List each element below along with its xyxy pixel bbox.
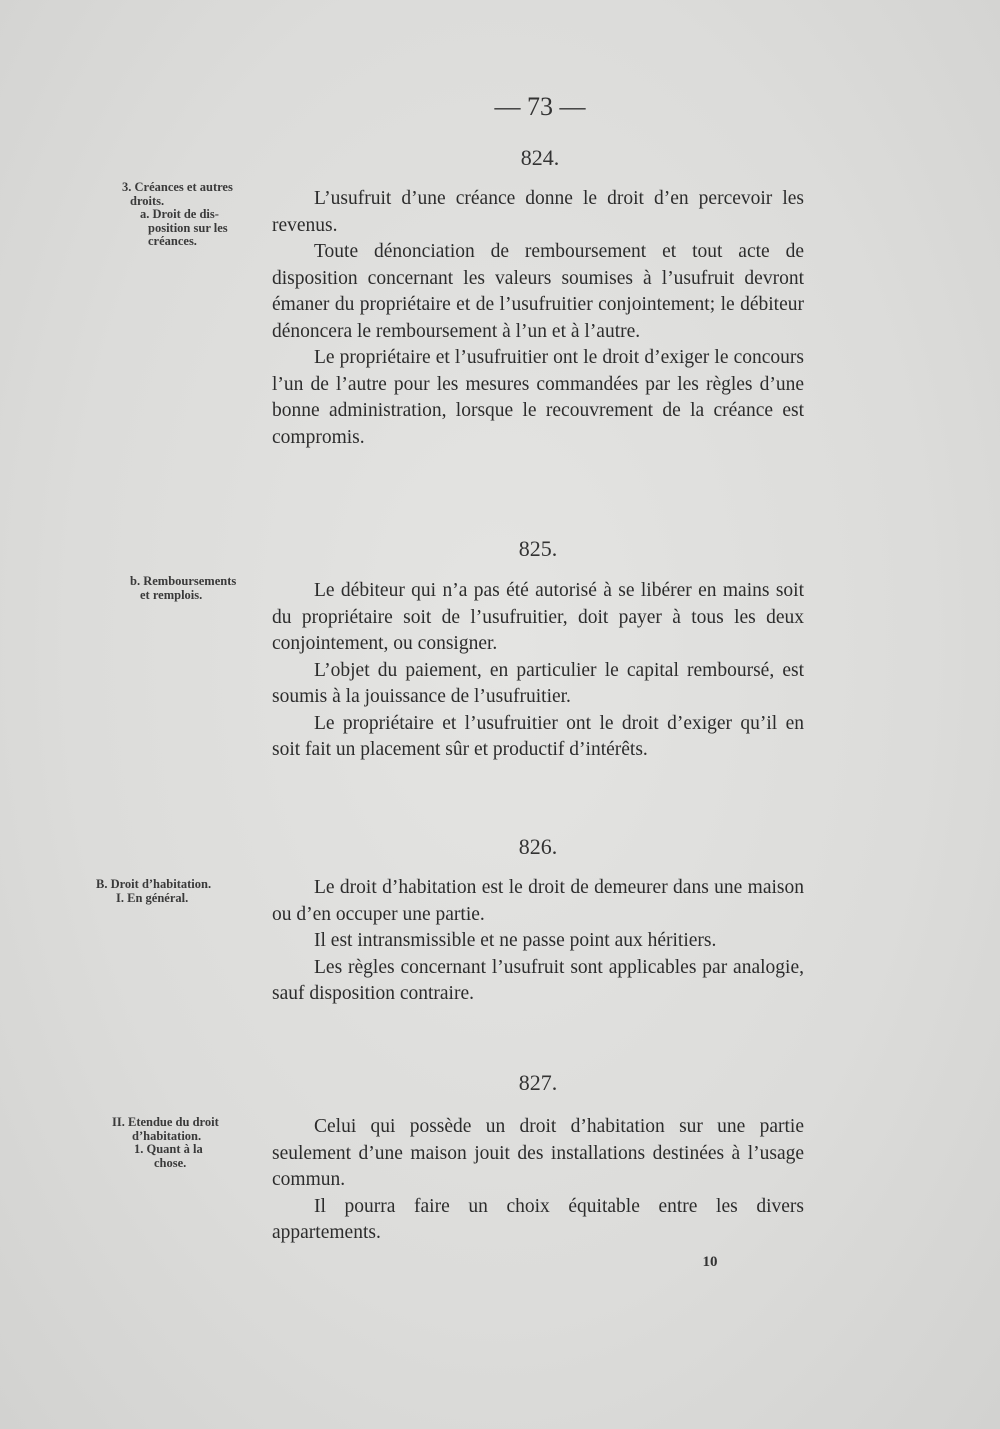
margin-note-line: créances. — [148, 234, 197, 248]
paragraph: Le droit d’habitation est le droit de demeurer dans une maison ou d’en occuper une partie. — [272, 877, 804, 925]
margin-note-line: et remplois. — [140, 587, 203, 602]
paragraph: Il pourra faire un choix équitable entre les divers appartements. — [272, 1195, 804, 1243]
margin-note-line: b. Remboursements — [130, 574, 237, 588]
article-number-824: 824. — [520, 145, 560, 170]
printer-signature: 10 — [702, 1254, 718, 1270]
paragraph: Le propriétaire et l’usufruitier ont le droit d’exiger qu’il en soit fait un placement sûr et productif d’intérêts. — [272, 712, 804, 760]
margin-note-line: chose. — [154, 1155, 187, 1170]
article-text-825 — [272, 578, 804, 764]
paragraph: Il est intransmissible et ne passe point aux héritiers. — [314, 930, 717, 951]
article-text-827 — [272, 1114, 804, 1247]
paragraph: Les règles concernant l’usufruit sont applicables par analogie, sauf disposition contraire. — [272, 956, 804, 1004]
page-number: — 73 — — [494, 92, 586, 121]
paragraph: Celui qui possède un droit d’habitation sur une partie seulement d’une maison jouit des installations destinées à l’usage commun. — [272, 1116, 804, 1190]
paragraph: L’usufruit d’une créance donne le droit d’en percevoir les revenus. — [272, 188, 804, 236]
margin-note-824 — [122, 181, 233, 249]
margin-note-line: B. Droit d’habitation. — [96, 877, 212, 891]
margin-note-825 — [122, 575, 236, 602]
article-number-825: 825. — [518, 536, 558, 561]
paragraph: Toute dénonciation de remboursement et tout acte de disposition concernant les valeurs soumises à l’usufruit devront émaner du propriétaire et de l’usufruitier conjointement; le débiteur dénoncera le remboursement à l’un et à l’autre. — [272, 241, 804, 342]
article-text-826 — [272, 875, 804, 1008]
margin-note-line: I. En général. — [116, 890, 189, 905]
margin-note-826 — [96, 878, 211, 905]
margin-note-827 — [112, 1116, 219, 1170]
margin-note-line: position sur les — [148, 220, 228, 235]
paragraph: Le débiteur qui n’a pas été autorisé à se libérer en mains soit du propriétaire soit de l’usufruitier, doit payer à tous les deux conjointement, ou consigner. — [272, 580, 804, 654]
article-number-826: 826. — [518, 834, 558, 859]
margin-note-line: 1. Quant à la — [134, 1142, 203, 1156]
article-number-827: 827. — [518, 1070, 558, 1095]
margin-note-line: droits. — [130, 193, 165, 208]
margin-note-line: II. Etendue du droit — [112, 1115, 219, 1129]
article-text-824 — [272, 186, 804, 451]
margin-note-line: a. Droit de dis- — [140, 207, 219, 221]
paragraph: L’objet du paiement, en particulier le capital remboursé, est soumis à la jouissance de l’usufruitier. — [272, 659, 804, 707]
paragraph: Le propriétaire et l’usufruitier ont le droit d’exiger le concours l’un de l’autre pour les mesures commandées par les règles d’une bonne administration, lorsque le recouvrement de la créance est compromis. — [272, 347, 804, 448]
margin-note-line: 3. Créances et autres — [122, 180, 233, 194]
margin-note-line: d’habitation. — [132, 1128, 202, 1143]
